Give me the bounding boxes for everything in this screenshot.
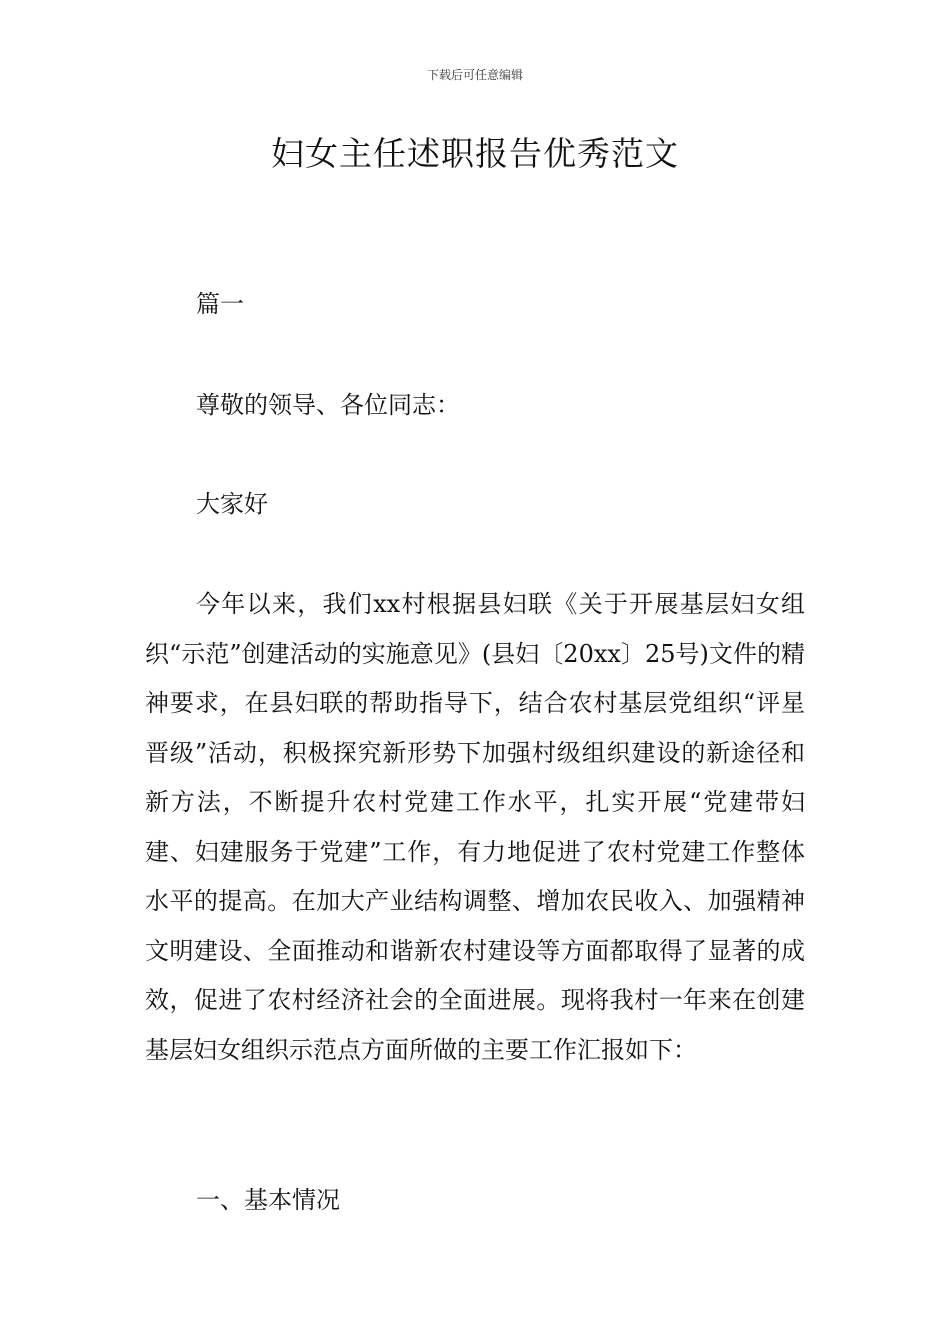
salutation: 尊敬的领导、各位同志： <box>196 391 460 419</box>
body-paragraph: 今年以来，我们xx村根据县妇联《关于开展基层妇女组织“示范”创建活动的实施意见》(县妇〔20xx〕25号)文件的精神要求，在县妇联的帮助指导下，结合农村基层党组织“评星晋级”活动，积极探究新形势下加强村级组织建设的新途径和新方法，不断提升农村党建工作水平，扎实开展“党建带妇建、妇建服务于党建”工作，有力地促进了农村党建工作整体水平的提高。在加大产业结构调整、增加农民收入、加强精神文明建设、全面推动和谐新农村建设等方面都取得了显著的成效，促进了农村经济社会的全面进展。现将我村一年来在创建基层妇女组织示范点方面所做的主要工作汇报如下： <box>145 590 805 1064</box>
header-note: 下载后可任意编辑 <box>426 68 523 82</box>
section-heading-basic-info: 一、基本情况 <box>196 1186 340 1214</box>
document-title: 妇女主任述职报告优秀范文 <box>271 134 679 173</box>
section-label: 篇一 <box>196 290 244 318</box>
greeting: 大家好 <box>196 490 268 518</box>
